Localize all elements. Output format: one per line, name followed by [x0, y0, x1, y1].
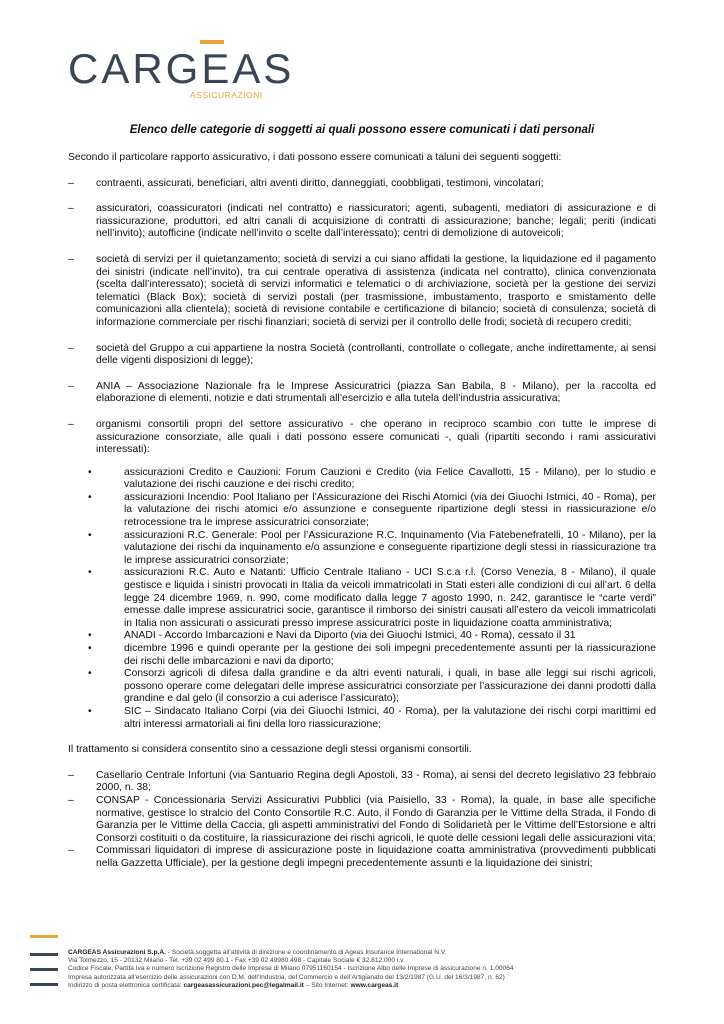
- bullet-item: [68, 630, 656, 643]
- footer-registration: Codice Fiscale, Partita Iva e numero Iscrizione Registro delle Imprese di Milano 07951160154 - Iscrizione Albo delle Imprese di assicurazione n. 1.00064: [68, 965, 514, 973]
- list-item: [68, 178, 656, 191]
- footer-contacts: [68, 982, 668, 990]
- bullet-text: assicurazioni Credito e Cauzioni: Forum Cauzioni e Credito (via Felice Cavallotti, 15 - Milano), per lo studio e valutazione dei rischi cauzione e dei rischi credito;: [124, 466, 656, 491]
- bullet-item: [68, 530, 656, 568]
- bullet-marker: •: [88, 643, 92, 654]
- bullet-marker: •: [88, 567, 92, 579]
- bullet-text: assicurazioni R.C. Generale: Pool per l’Assicurazione R.C. Inquinamento (Via Fatebenefratelli, 10 - Milano), per la valutazione dei rischi da inquinamento e/o assunzione e conseguente ripartizione degli stessi in riassicurazione tra le imprese assicuratrici consorziate;: [124, 529, 656, 566]
- bullet-marker: •: [88, 466, 92, 478]
- dash-marker: –: [68, 380, 74, 392]
- footer-pec-label: Indirizzo di posta elettronica certificata:: [68, 981, 184, 989]
- list-item: [68, 845, 656, 870]
- bullet-text: assicurazioni R.C. Auto e Natanti: Ufficio Centrale Italiano - UCI S.c.a r.l. (Corso Venezia, 8 - Milano), il quale gestisce e liquida i sinistri provocati in Italia da veicoli immatricolati in Stati esteri alle condizioni di cui all’art. 6 della legge 24 dicembre 1969, n. 990, come modificato dalla legge 7 agosto 1990, n. 242, garantisce le “carte verdi” emesse dalle imprese assicuratrici socie, garantisce il rimborso dei sinistri causati all’estero da veicoli immatricolati in Italia non assicurati o assicurati presso imprese assicuratrici poste in liquidazione coatta amministrativa;: [124, 567, 656, 629]
- document-title: Elenco delle categorie di soggetti ai quali possono essere comunicati i dati personali: [129, 124, 595, 136]
- bullet-text: assicurazioni Incendio: Pool Italiano per l’Assicurazione dei Rischi Atomici (via dei Giuochi Istmici, 40 - Roma), per la valutazione dei rischi atomici e/o assunzione e conseguente ripartizione degli stessi in riassicurazione e/o retrocessione tra le imprese assicuratrici consorziate;: [124, 491, 656, 529]
- list-item-text: ANIA – Associazione Nazionale fra le Imprese Assicuratrici (piazza San Babila, 8 - Milano), per la raccolta ed elaborazione di elementi, notizie e dati strumentali all’esercizio e alla tutela dell’industria assicurativa;: [96, 380, 656, 405]
- document-body: [68, 152, 656, 871]
- dash-marker: –: [68, 177, 74, 189]
- company-footer: [68, 949, 668, 990]
- bullet-text: dicembre 1996 e quindi operante per la gestione dei soli impegni precedentemente assunti per la riassicurazione dei rischi delle imbarcazioni e navi da diporto;: [124, 643, 656, 667]
- dash-marker: –: [68, 418, 74, 430]
- cargeas-logo: [68, 40, 295, 102]
- bullet-marker: •: [88, 705, 92, 717]
- list-item: [68, 770, 656, 795]
- footer-accent-bar: [30, 935, 58, 938]
- consortium-note: Il trattamento si considera consentito sino a cessazione degli stessi organismi consortili.: [68, 744, 472, 756]
- list-item: [68, 343, 656, 368]
- bullet-item: [68, 706, 656, 731]
- bullet-text: ANADI - Accordo Imbarcazioni e Navi da Diporto (via dei Giuochi Istmici, 40 - Roma), cessato il 31: [124, 630, 576, 642]
- list-item: [68, 203, 656, 241]
- footer-address: Via Tolmezzo, 15 - 20132 Milano - Tel. +39 02 499 80.1 - Fax +39 02 49980.498 - Capitale Sociale € 32.812.000 i.v.: [68, 957, 405, 965]
- logo-wordmark: CARGEAS: [68, 45, 295, 92]
- pec-email-link[interactable]: cargeasassicurazioni.pec@legalmail.it: [183, 981, 304, 989]
- bullet-marker: •: [88, 491, 92, 503]
- logo-subtitle: ASSICURAZIONI: [190, 90, 263, 100]
- website-link[interactable]: www.cargeas.it: [350, 981, 399, 989]
- list-item-text: organismi consortili propri del settore assicurativo - che operano in reciproco scambio con tutte le imprese di assicurazione consorziate, alle quali i dati possono essere comunicati -, quali (ripartiti secondo i rami assicurativi interessati):: [96, 418, 656, 456]
- footer-bar: [30, 968, 58, 971]
- bullet-text: SIC – Sindacato Italiano Corpi (via dei Giuochi Istmici, 40 - Roma), per la valutazione dei rischi corpi marittimi ed altri interessi armatoriali ai fini della loro riassicurazione;: [124, 705, 656, 730]
- footer-company-name: CARGEAS Assicurazioni S.p.A.: [68, 949, 166, 956]
- bullet-text: Consorzi agricoli di difesa dalla grandine e da altri eventi naturali, i quali, in base alle leggi sui rischi agricoli, possono operare come delegatari delle imprese assicuratrici consorziate per l’assicurazione dei danni prodotti dalla grandine e dal gelo (il consorzio a cui aderisce l’assicurato);: [124, 668, 656, 705]
- list-item-text: contraenti, assicurati, beneficiari, altri aventi diritto, danneggiati, coobbligati, testimoni, vincolatari;: [96, 177, 544, 189]
- footer-line-text: - Società soggetta all’attività di direzione e coordinamento di Ageas Insurance International N.V.: [165, 949, 447, 956]
- footer-line: [68, 949, 668, 957]
- consortium-bullet-list: [68, 467, 656, 731]
- list-item: [68, 795, 656, 845]
- dash-marker: –: [68, 769, 74, 781]
- list-item-text: CONSAP - Concessionaria Servizi Assicurativi Pubblici (via Paisiello, 33 - Roma), la quale, in base alle specifiche normative, gestisce lo stralcio del Conto Consortile R.C. Auto, il Fondo di Garanzia per le Vittime della Strada, il Fondo di Garanzia per le Vittime della Caccia, gli aspetti amministrativi del Fondo di Solidarietà per le Vittime dell’Estorsione e altri Consorzi costituiti o da costituire, la riassicurazione dei rischi agricoli, le quote delle cessioni legali delle assicurazioni vita;: [96, 794, 656, 844]
- bullet-item: [68, 567, 656, 630]
- dash-marker: –: [68, 342, 74, 354]
- list-item-text: assicuratori, coassicuratori (indicati nel contratto) e riassicuratori; agenti, subagenti, mediatori di assicurazione e di riassicurazione, produttori, ed altri canali di acquisizione di contratti di assicurazione; banche; legali; periti (indicati nell’invito); autofficine (indicate nell’invito o scelte dall’interessato); centri di demolizione di autoveicoli;: [96, 203, 656, 240]
- bullet-marker: •: [88, 529, 92, 541]
- dash-marker: –: [68, 203, 74, 215]
- intro-paragraph: Secondo il particolare rapporto assicurativo, i dati possono essere comunicati a taluni dei seguenti soggetti:: [68, 152, 562, 163]
- footer-bar: [30, 983, 58, 986]
- footer-bar: [30, 953, 58, 956]
- dash-marker: –: [68, 845, 74, 857]
- footer-authorization: Impresa autorizzata all’esercizio delle assicurazioni con D.M. dell’Industria, del Commercio e dell’Artigianato del 13/2/1987 (G.U. del 16/3/1987, n. 62): [68, 973, 505, 981]
- dash-marker: –: [68, 253, 74, 265]
- bullet-marker: •: [88, 668, 92, 680]
- list-item: [68, 381, 656, 406]
- list-item-text: Casellario Centrale Infortuni (via Santuario Regina degli Apostoli, 33 - Roma), ai sensi del decreto legislativo 23 febbraio 2000, n. 38;: [96, 769, 656, 794]
- bullet-item: [68, 492, 656, 530]
- list-item: [68, 419, 656, 457]
- list-item-text: Commissari liquidatori di imprese di assicurazione poste in liquidazione coatta amministrativa (provvedimenti pubblicati nella Gazzetta Ufficiale), per la gestione degli impegni precedentemente assunti e la liquidazione dei sinistri;: [96, 845, 656, 869]
- bullet-item: [68, 668, 656, 706]
- bullet-marker: •: [88, 630, 92, 642]
- footer-site-label: – Sito Internet:: [303, 981, 351, 989]
- list-item-text: società del Gruppo a cui appartiene la nostra Società (controllanti, controllate o collegate, anche indirettamente, ai sensi delle vigenti disposizioni di legge);: [96, 342, 656, 367]
- list-item-text: società di servizi per il quietanzamento; società di servizi a cui siano affidati la gestione, la liquidazione ed il pagamento dei sinistri (indicate nell’invito), tra cui centrale operativa di assistenza (indicata nel contratto), clinica convenzionata (scelta dall’interessato); società di servizi informatici e telematici o di archiviazione, società per la gestione dei servizi telematici (Black Box); società di servizi postali (per trasmissione, imbustamento, trasporto e smistamento delle comunicazioni alla clientela); società di revisione contabile e certificazione di bilancio; società di consulenza; società di informazione commerciale per rischi finanziari; società di servizi per il controllo delle frodi; società di recupero crediti;: [96, 253, 656, 328]
- list-item: [68, 254, 656, 330]
- bullet-item: [68, 467, 656, 492]
- bullet-item: [68, 643, 656, 668]
- dash-marker: –: [68, 794, 74, 806]
